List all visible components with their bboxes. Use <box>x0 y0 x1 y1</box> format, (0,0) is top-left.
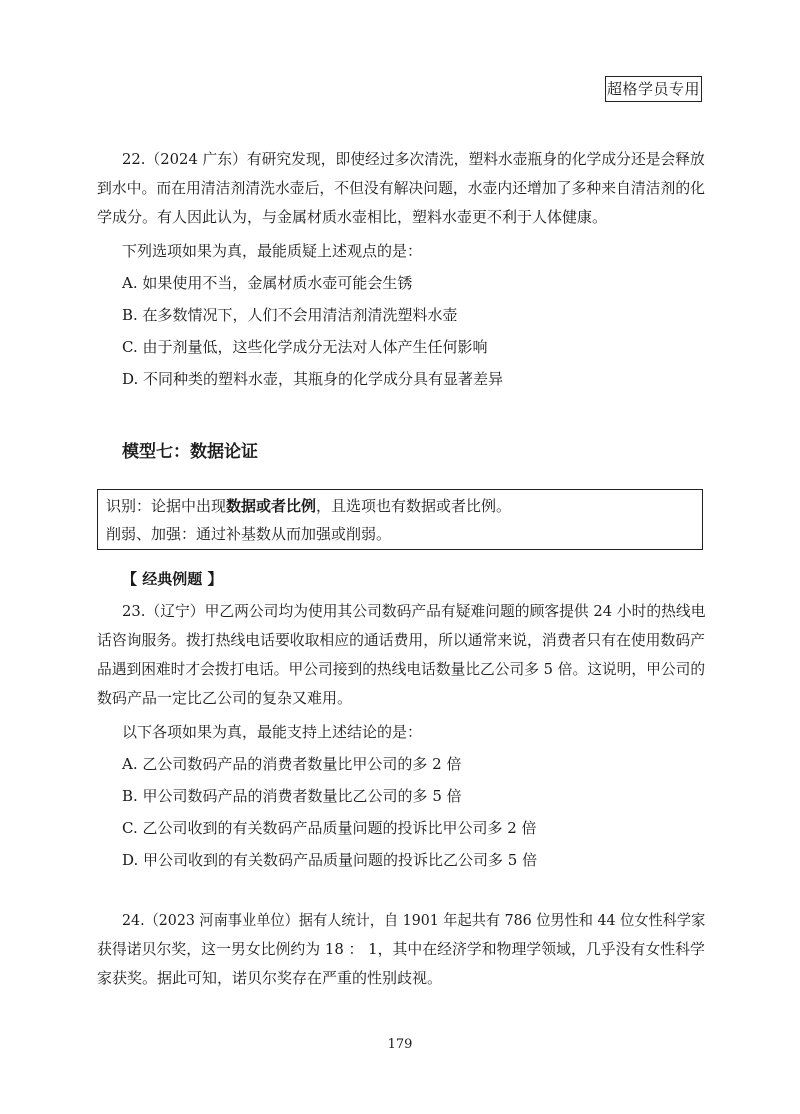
page-number: 179 <box>387 1037 413 1052</box>
box-line-1 <box>106 492 694 520</box>
identification-box <box>97 489 703 550</box>
q22-option-c: C. 由于剂量低，这些化学成分无法对人体产生任何影响 <box>122 338 488 356</box>
model-title: 模型七：数据论证 <box>122 442 258 462</box>
q23-option-c: C. 乙公司收到的有关数码产品质量问题的投诉比甲公司多 2 倍 <box>122 819 537 837</box>
q23-line-3: 品遇到困难时才会拨打电话。甲公司接到的热线电话数量比乙公司多 5 倍。这说明，甲公司的 <box>97 660 706 678</box>
q23-line-4: 数码产品一定比乙公司的复杂又难用。 <box>97 689 353 707</box>
q22-line-3: 学成分。有人因此认为，与金属材质水壶相比，塑料水壶更不利于人体健康。 <box>97 208 608 226</box>
q22-question: 下列选项如果为真，最能质疑上述观点的是： <box>122 242 423 260</box>
q23-line-2: 话咨询服务。拨打热线电话要收取相应的通话费用，所以通常来说，消费者只有在使用数码产 <box>97 631 706 649</box>
box-line-1-bold: 数据或者比例 <box>226 497 317 515</box>
q23-option-d: D. 甲公司收到的有关数码产品质量问题的投诉比乙公司多 5 倍 <box>122 851 538 869</box>
q22-option-a: A. 如果使用不当，金属材质水壶可能会生锈 <box>122 274 413 292</box>
q22-line-1: 22.（2024 广东）有研究发现，即使经过多次清洗，塑料水壶瓶身的化学成分还是会释放 <box>122 150 705 168</box>
q22-option-d: D. 不同种类的塑料水壶，其瓶身的化学成分具有显著差异 <box>122 370 504 388</box>
q22-line-2: 到水中。而在用清洁剂清洗水壶后，不但没有解决问题，水壶内还增加了多种来自清洁剂的化 <box>97 179 706 197</box>
q23-question: 以下各项如果为真，最能支持上述结论的是： <box>122 723 423 741</box>
q24-line-3: 家获奖。据此可知，诺贝尔奖存在严重的性别歧视。 <box>97 969 443 987</box>
header-tag: 超格学员专用 <box>605 76 702 102</box>
q23-option-a: A. 乙公司数码产品的消费者数量比甲公司的多 2 倍 <box>122 755 462 773</box>
q23-option-b: B. 甲公司数码产品的消费者数量比乙公司的多 5 倍 <box>122 787 462 805</box>
box-line-1-suffix: ，且选项也有数据或者比例。 <box>316 497 512 515</box>
q24-line-1: 24.（2023 河南事业单位）据有人统计，自 1901 年起共有 786 位男性和 44 位女性科学家 <box>122 911 706 929</box>
q22-option-b: B. 在多数情况下，人们不会用清洁剂清洗塑料水壶 <box>122 306 458 324</box>
q24-line-2: 获得诺贝尔奖，这一男女比例约为 18 ： 1，其中在经济学和物理学领域，几乎没有女性科学 <box>97 940 705 958</box>
q23-line-1: 23.（辽宁）甲乙两公司均为使用其公司数码产品有疑难问题的顾客提供 24 小时的热线电 <box>122 602 706 620</box>
box-line-2: 削弱、加强：通过补基数从而加强或削弱。 <box>106 525 392 543</box>
box-line-1-prefix: 识别：论据中出现 <box>106 497 227 515</box>
classic-examples-label: 【 经典例题 】 <box>122 570 223 588</box>
